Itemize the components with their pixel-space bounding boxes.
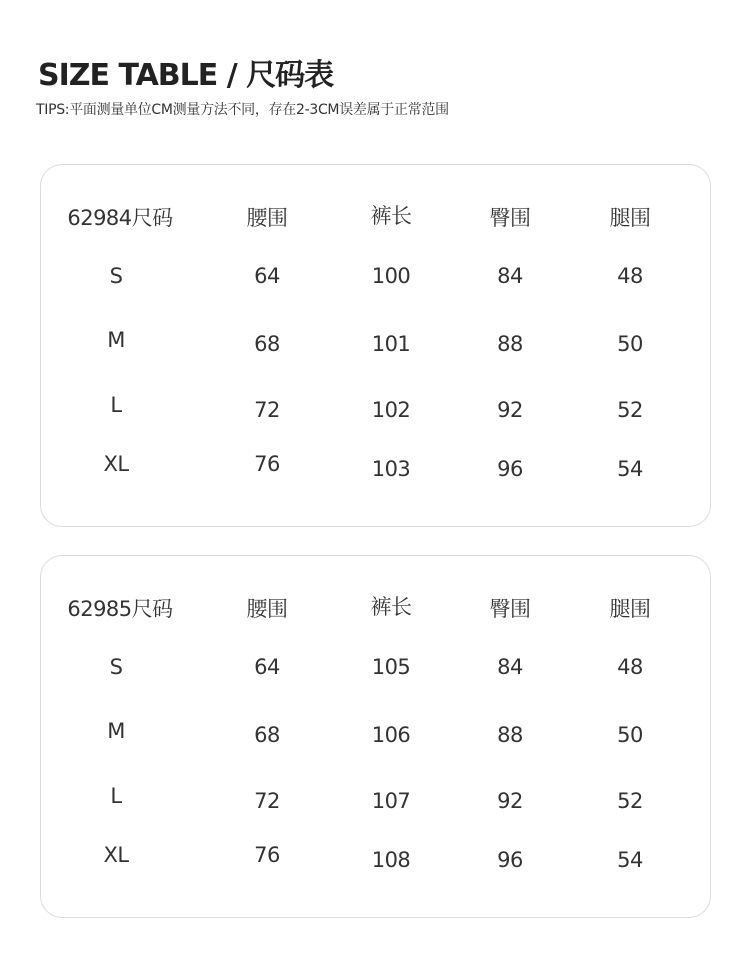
hip-value: 84 <box>497 264 523 288</box>
hip-value: 96 <box>497 457 523 481</box>
size-table-62985 <box>40 555 711 918</box>
header-thigh: 腿围 <box>609 206 651 230</box>
hip-value: 88 <box>497 723 523 747</box>
tips-note: TIPS:平面测量单位CM测量方法不同，存在2-3CM误差属于正常范围 <box>36 102 449 118</box>
hip-value: 92 <box>497 398 523 422</box>
length-value: 100 <box>371 264 411 288</box>
length-value: 102 <box>371 398 411 422</box>
thigh-value: 52 <box>617 398 643 422</box>
size-table-62984 <box>40 164 711 527</box>
header-hip: 臀围 <box>489 206 531 230</box>
waist-value: 76 <box>254 452 280 476</box>
waist-value: 64 <box>254 655 280 679</box>
size-label: L <box>110 393 122 417</box>
header-waist: 腰围 <box>246 597 288 621</box>
header-length: 裤长 <box>370 595 412 619</box>
header-size: 62985尺码 <box>67 597 173 621</box>
thigh-value: 54 <box>617 457 643 481</box>
size-label: XL <box>103 843 129 867</box>
size-label: S <box>109 655 123 679</box>
length-value: 105 <box>371 655 411 679</box>
hip-value: 92 <box>497 789 523 813</box>
waist-value: 64 <box>254 264 280 288</box>
size-label: L <box>110 784 122 808</box>
size-label: M <box>107 719 125 743</box>
thigh-value: 48 <box>617 264 643 288</box>
size-label: S <box>109 264 123 288</box>
thigh-value: 48 <box>617 655 643 679</box>
header-waist: 腰围 <box>246 206 288 230</box>
waist-value: 72 <box>254 398 280 422</box>
header-thigh: 腿围 <box>609 597 651 621</box>
waist-value: 68 <box>254 332 280 356</box>
size-label: M <box>107 328 125 352</box>
header-hip: 臀围 <box>489 597 531 621</box>
hip-value: 88 <box>497 332 523 356</box>
thigh-value: 50 <box>617 723 643 747</box>
length-value: 108 <box>371 848 411 872</box>
waist-value: 72 <box>254 789 280 813</box>
length-value: 107 <box>371 789 411 813</box>
hip-value: 96 <box>497 848 523 872</box>
page-title: SIZE TABLE / 尺码表 <box>38 58 334 93</box>
waist-value: 76 <box>254 843 280 867</box>
thigh-value: 50 <box>617 332 643 356</box>
length-value: 101 <box>371 332 411 356</box>
length-value: 103 <box>371 457 411 481</box>
hip-value: 84 <box>497 655 523 679</box>
thigh-value: 52 <box>617 789 643 813</box>
header-length: 裤长 <box>370 204 412 228</box>
length-value: 106 <box>371 723 411 747</box>
thigh-value: 54 <box>617 848 643 872</box>
header-size: 62984尺码 <box>67 206 173 230</box>
size-label: XL <box>103 452 129 476</box>
waist-value: 68 <box>254 723 280 747</box>
